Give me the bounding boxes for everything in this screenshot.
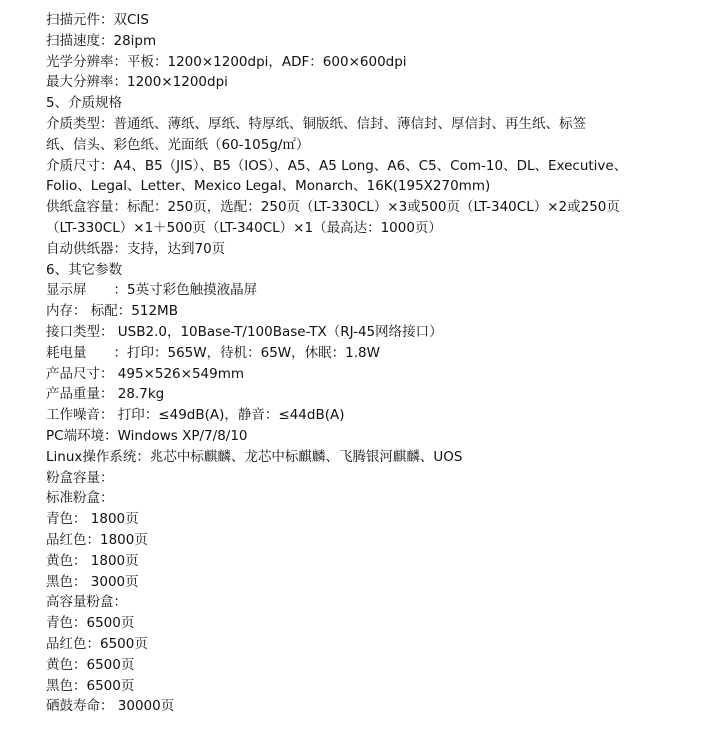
spec-line-noise: 工作噪音： 打印：≤49dB(A)，静音：≤44dB(A) xyxy=(46,407,345,424)
spec-line-high-capacity-toner: 高容量粉盒： xyxy=(46,594,127,611)
spec-line-drum-life: 硒鼓寿命： 30000页 xyxy=(46,698,175,715)
spec-line-power: 耗电量 ：打印：565W，待机：65W，休眠：1.8W xyxy=(46,344,380,361)
spec-line-toner-capacity: 粉盒容量： xyxy=(46,469,114,486)
spec-line-linux-os: Linux操作系统：兆芯中标麒麟、龙芯中标麒麟、飞腾银河麒麟、UOS xyxy=(46,448,463,465)
spec-line-dimensions: 产品尺寸： 495×526×549mm xyxy=(46,365,245,382)
section-heading-media-specs: 5、介质规格 xyxy=(46,95,123,112)
spec-line-hc-yellow: 黄色：6500页 xyxy=(46,656,135,673)
spec-line-hc-black: 黑色：6500页 xyxy=(46,677,135,694)
spec-line-adf: 自动供纸器：支持，达到70页 xyxy=(46,240,226,257)
spec-line-standard-cyan: 青色： 1800页 xyxy=(46,511,139,528)
spec-line-standard-magenta: 品红色：1800页 xyxy=(46,531,148,548)
spec-line-standard-toner: 标准粉盒： xyxy=(46,490,114,507)
spec-line-hc-magenta: 品红色：6500页 xyxy=(46,635,148,652)
spec-line-optical-resolution: 光学分辨率：平板：1200×1200dpi，ADF：600×600dpi xyxy=(46,53,407,70)
spec-line-media-size-cont: Folio、Legal、Letter、Mexico Legal、Monarch、16K(195X270mm) xyxy=(46,178,491,195)
spec-line-tray-capacity-cont: （LT-330CL）×1＋500页（LT-340CL）×1（最高达：1000页） xyxy=(46,219,442,236)
spec-document xyxy=(46,10,711,717)
spec-line-display: 显示屏 ：5英寸彩色触摸液晶屏 xyxy=(46,282,258,299)
spec-line-scan-element: 扫描元件：双CIS xyxy=(46,12,149,28)
spec-line-tray-capacity: 供纸盒容量：标配：250页，选配：250页（LT-330CL）×3或500页（LT-340CL）×2或250页 xyxy=(46,199,620,216)
spec-line-scan-speed: 扫描速度：28ipm xyxy=(46,32,157,49)
section-heading-other-params: 6、其它参数 xyxy=(46,261,123,278)
spec-line-standard-yellow: 黄色： 1800页 xyxy=(46,552,139,569)
spec-line-media-size: 介质尺寸：A4、B5（JIS）、B5（IOS）、A5、A5 Long、A6、C5、Com-10、DL、Executive、 xyxy=(46,157,628,174)
spec-line-pc-environment: PC端环境：Windows XP/7/8/10 xyxy=(46,427,248,444)
spec-line-weight: 产品重量： 28.7kg xyxy=(46,386,165,403)
spec-line-interface: 接口类型： USB2.0，10Base-T/100Base-TX（RJ-45网络接口） xyxy=(46,323,443,340)
spec-line-max-resolution: 最大分辨率：1200×1200dpi xyxy=(46,74,228,91)
spec-line-media-type: 介质类型：普通纸、薄纸、厚纸、特厚纸、铜版纸、信封、薄信封、厚信封、再生纸、标签 xyxy=(46,115,586,132)
spec-line-memory: 内存： 标配：512MB xyxy=(46,303,178,320)
spec-line-standard-black: 黑色： 3000页 xyxy=(46,573,139,590)
spec-line-hc-cyan: 青色：6500页 xyxy=(46,615,135,632)
spec-line-media-type-cont: 纸、信头、彩色纸、光面纸（60-105g/㎡） xyxy=(46,136,310,153)
